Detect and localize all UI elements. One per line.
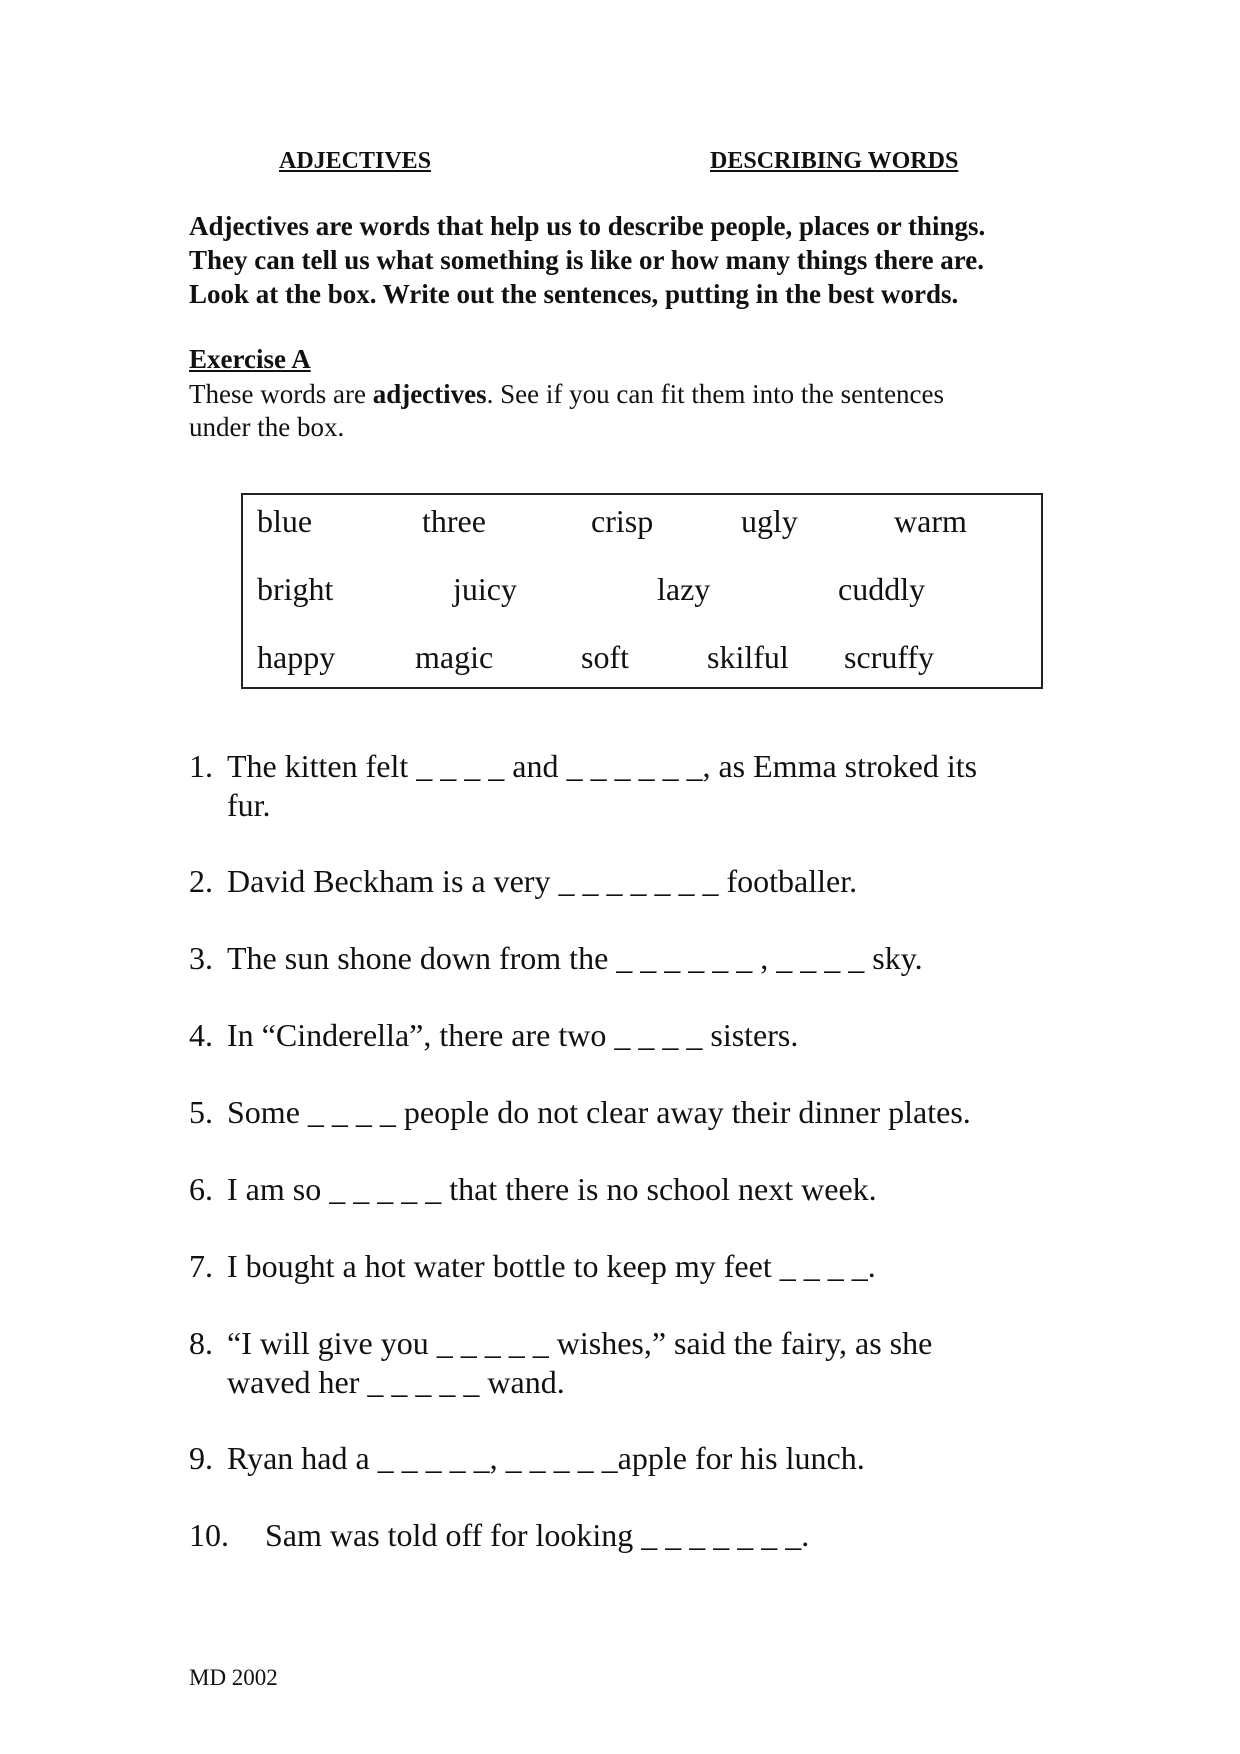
exercise-instructions	[189, 378, 1049, 444]
instructions-keyword: adjectives	[372, 379, 487, 409]
question-text: In “Cinderella”, there are two _ _ _ _ sisters.	[227, 1017, 799, 1053]
question-text: David Beckham is a very _ _ _ _ _ _ _ footballer.	[227, 863, 858, 899]
question-number: 1.	[189, 748, 213, 784]
question-number: 10.	[189, 1517, 229, 1553]
question-number: 6.	[189, 1171, 213, 1207]
word-blue: blue	[257, 503, 313, 539]
instructions-text: These words are	[189, 379, 373, 409]
question-number: 2.	[189, 863, 213, 899]
question-number: 7.	[189, 1248, 213, 1284]
word-warm: warm	[894, 503, 967, 539]
word-cuddly: cuddly	[838, 571, 926, 607]
intro-line: They can tell us what something is like or how many things there are.	[189, 245, 985, 275]
question-text: Some _ _ _ _ people do not clear away their dinner plates.	[227, 1094, 971, 1130]
word-lazy: lazy	[657, 571, 711, 607]
question-text: The sun shone down from the _ _ _ _ _ _ , _ _ _ _ sky.	[227, 940, 923, 976]
word-soft: soft	[581, 639, 629, 675]
question-number: 5.	[189, 1094, 213, 1130]
intro-paragraph	[189, 209, 1089, 311]
exercise-title: Exercise A	[189, 344, 311, 374]
word-skilful: skilful	[707, 639, 789, 675]
question-text: I am so _ _ _ _ _ that there is no school next week.	[227, 1171, 877, 1207]
question-text: Sam was told off for looking _ _ _ _ _ _ _.	[265, 1517, 810, 1553]
question-number: 8.	[189, 1325, 213, 1361]
word-box	[241, 493, 1043, 689]
word-juicy: juicy	[453, 571, 517, 607]
instructions-text: . See if you can fit them into the sentences	[486, 379, 945, 409]
word-scruffy: scruffy	[844, 639, 935, 675]
question-text: The kitten felt _ _ _ _ and _ _ _ _ _ _, as Emma stroked its	[227, 748, 978, 784]
question-text: “I will give you _ _ _ _ _ wishes,” said the fairy, as she	[227, 1325, 933, 1361]
word-happy: happy	[257, 639, 336, 675]
heading-describing-words: DESCRIBING WORDS	[710, 148, 959, 174]
word-bright: bright	[257, 571, 334, 607]
question-number: 3.	[189, 940, 213, 976]
word-crisp: crisp	[591, 503, 654, 539]
word-three: three	[422, 503, 486, 539]
footer-code: MD 2002	[189, 1665, 278, 1690]
question-text: fur.	[227, 787, 271, 823]
question-text: Ryan had a _ _ _ _ _, _ _ _ _ _apple for his lunch.	[227, 1440, 865, 1476]
intro-line: Adjectives are words that help us to describe people, places or things.	[189, 211, 986, 241]
question-text: I bought a hot water bottle to keep my feet _ _ _ _.	[227, 1248, 876, 1284]
instructions-line-2: under the box.	[189, 412, 345, 442]
question-number: 9.	[189, 1440, 213, 1476]
question-number: 4.	[189, 1017, 213, 1053]
question-text: waved her _ _ _ _ _ wand.	[227, 1364, 565, 1400]
intro-line: Look at the box. Write out the sentences, putting in the best words.	[189, 279, 959, 309]
word-ugly: ugly	[741, 503, 798, 539]
heading-adjectives: ADJECTIVES	[279, 148, 432, 174]
word-magic: magic	[415, 639, 494, 675]
